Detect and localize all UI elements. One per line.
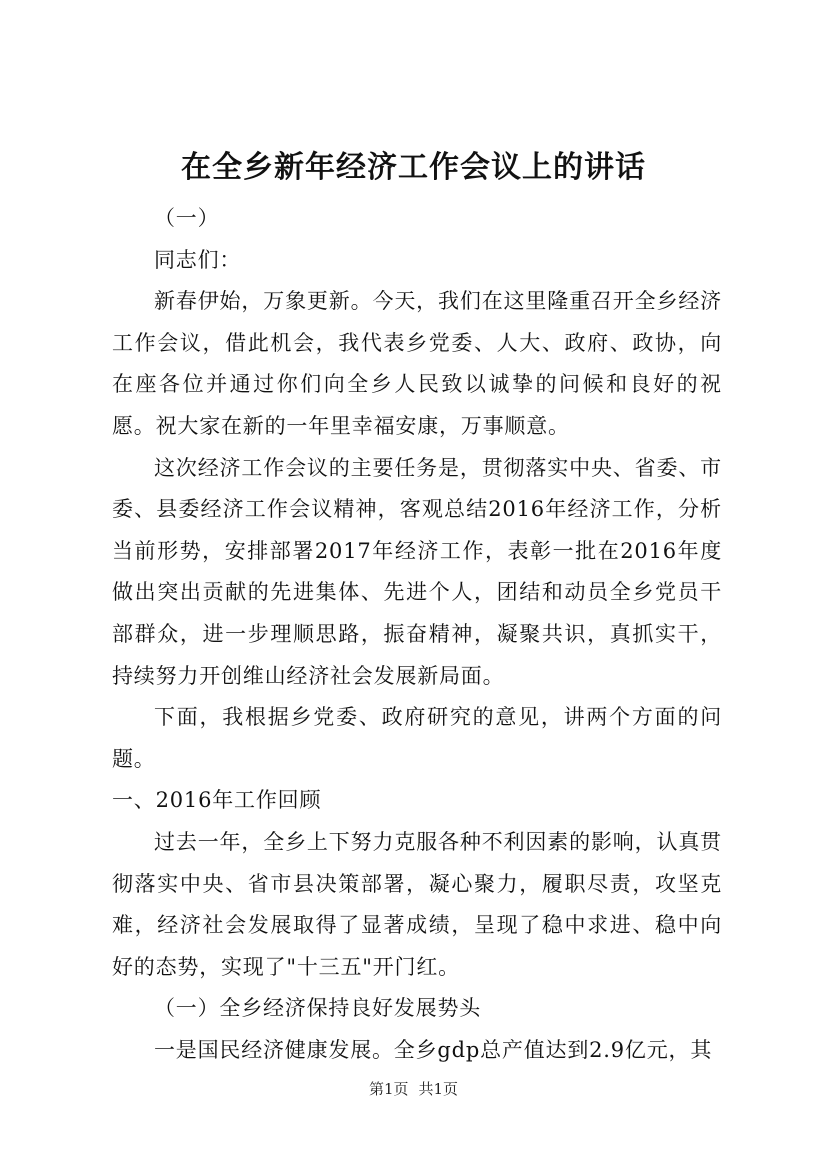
subsection-heading-economy: （一）全乡经济保持良好发展势头 — [154, 996, 481, 1021]
paragraph-tasks: 这次经济工作会议的主要任务是，贯彻落实中央、省委、市委、县委经济工作会议精神，客观总结2016年经济工作，分析当前形势，安排部署2017年经济工作，表彰一批在2016年度做出突出贡献的先进集体、先进个人，团结和动员全乡党员干部群众，进一步理顺思路，振奋精神，凝聚共识，真抓实干，持续努力开创维山经济社会发展新局面。 — [112, 455, 722, 688]
section-number: （一） — [154, 206, 220, 230]
document-title: 在全乡新年经济工作会议上的讲话 — [181, 150, 646, 185]
document-body — [112, 198, 722, 1071]
page-footer — [0, 1078, 827, 1100]
paragraph-review: 过去一年，全乡上下努力克服各种不利因素的影响，认真贯彻落实中央、省市县决策部署，凝心聚力，履职尽责，攻坚克难，经济社会发展取得了显著成绩，呈现了稳中求进、稳中向好的态势，实现了"十三五"开门红。 — [112, 829, 722, 979]
page-total: 共1页 — [418, 1080, 459, 1098]
paragraph-economy: 一是国民经济健康发展。全乡gdp总产值达到2.9亿元，其 — [154, 1037, 713, 1062]
salutation: 同志们： — [154, 247, 242, 272]
paragraph-outline: 下面，我根据乡党委、政府研究的意见，讲两个方面的问题。 — [112, 705, 722, 771]
section-heading-review: 一、2016年工作回顾 — [112, 788, 322, 813]
page-number: 第1页 — [368, 1080, 409, 1098]
paragraph-opening: 新春伊始，万象更新。今天，我们在这里隆重召开全乡经济工作会议，借此机会，我代表乡党委、人大、政府、政协，向在座各位并通过你们向全乡人民致以诚挚的问候和良好的祝愿。祝大家在新的一年里幸福安康，万事顺意。 — [112, 289, 722, 438]
